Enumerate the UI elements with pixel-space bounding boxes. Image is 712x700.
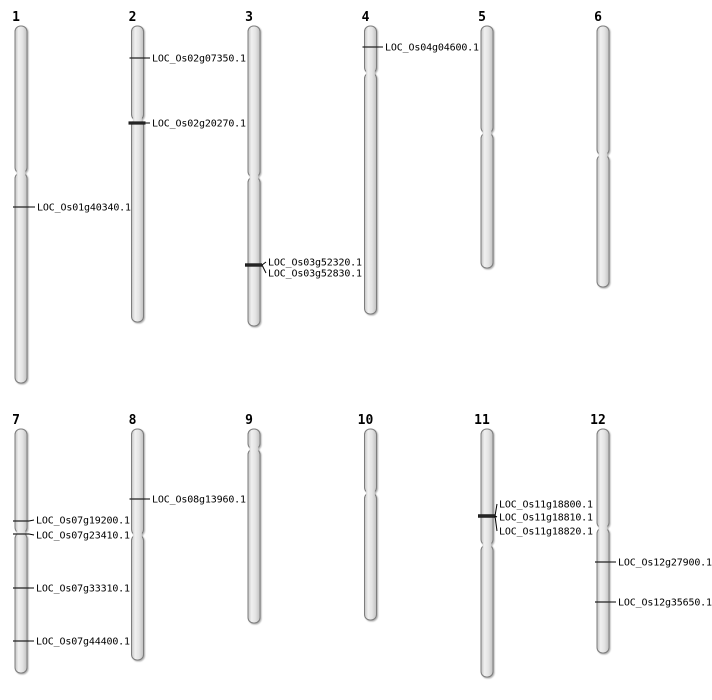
chromosome-10 bbox=[358, 413, 377, 620]
gene-label: LOC_Os11g18820.1 bbox=[499, 526, 593, 538]
chromosome-number: 3 bbox=[245, 10, 253, 25]
p-arm bbox=[597, 26, 609, 155]
gene-label: LOC_Os12g35650.1 bbox=[618, 597, 712, 609]
q-arm bbox=[365, 493, 377, 620]
gene-label: LOC_Os03g52320.1 bbox=[268, 257, 362, 269]
q-arm bbox=[15, 533, 27, 673]
gene-label: LOC_Os08g13960.1 bbox=[152, 494, 246, 506]
q-arm bbox=[132, 120, 144, 322]
q-arm bbox=[132, 535, 144, 660]
gene-label: LOC_Os02g07350.1 bbox=[152, 53, 246, 65]
chromosome-7 bbox=[12, 413, 130, 673]
p-arm bbox=[597, 429, 609, 528]
chromosome-number: 6 bbox=[594, 10, 602, 25]
gene-label: LOC_Os02g20270.1 bbox=[152, 118, 246, 130]
gene-label: LOC_Os07g33310.1 bbox=[36, 583, 130, 595]
gene-label: LOC_Os04g04600.1 bbox=[385, 42, 479, 54]
chromosome-4 bbox=[362, 10, 479, 314]
gene-connector bbox=[262, 265, 266, 273]
centromere-notch bbox=[17, 529, 26, 537]
p-arm bbox=[481, 26, 493, 133]
chromosome-9 bbox=[245, 413, 260, 623]
gene-label: LOC_Os07g44400.1 bbox=[36, 636, 130, 648]
q-arm bbox=[597, 528, 609, 653]
gene-label: LOC_Os03g52830.1 bbox=[268, 268, 362, 280]
centromere-notch bbox=[366, 489, 375, 497]
chromosome-12 bbox=[590, 413, 712, 653]
gene-label: LOC_Os07g19200.1 bbox=[36, 515, 130, 527]
chromosome-3 bbox=[245, 10, 362, 326]
gene-connector bbox=[29, 520, 34, 521]
centromere-notch bbox=[483, 541, 492, 549]
chromosome-bar bbox=[365, 26, 377, 314]
p-arm bbox=[248, 26, 260, 177]
chromosome-number: 8 bbox=[128, 413, 137, 428]
centromere-notch bbox=[133, 531, 142, 539]
q-arm bbox=[481, 545, 493, 677]
gene-label: LOC_Os12g27900.1 bbox=[618, 557, 712, 569]
centromere-notch bbox=[599, 524, 608, 532]
chromosome-2 bbox=[129, 10, 247, 322]
chromosome-number: 10 bbox=[357, 413, 374, 428]
gene-connector bbox=[495, 504, 497, 516]
chromosome-bar bbox=[132, 429, 144, 660]
p-arm bbox=[132, 429, 144, 535]
chromosome-number: 1 bbox=[12, 10, 20, 25]
chromosome-5 bbox=[478, 10, 493, 268]
centromere-notch bbox=[483, 129, 492, 137]
chromosome-number: 2 bbox=[128, 10, 137, 25]
q-arm bbox=[15, 173, 27, 383]
gene-label: LOC_Os11g18800.1 bbox=[499, 499, 593, 511]
chromosome-bar bbox=[481, 26, 493, 268]
gene-label: LOC_Os11g18810.1 bbox=[499, 512, 593, 524]
gene-connector bbox=[29, 534, 34, 535]
q-arm bbox=[365, 73, 377, 314]
p-arm bbox=[15, 26, 27, 173]
chromosome-1 bbox=[12, 10, 131, 383]
chromosome-11 bbox=[474, 413, 593, 677]
gene-connector bbox=[495, 516, 497, 531]
chromosome-bar bbox=[481, 429, 493, 677]
p-arm bbox=[481, 429, 493, 545]
centromere-notch bbox=[17, 169, 26, 177]
chromosome-number: 11 bbox=[474, 413, 490, 428]
centromere-notch bbox=[250, 173, 259, 181]
chromosome-8 bbox=[129, 413, 246, 660]
chromosome-number: 9 bbox=[245, 413, 253, 428]
chromosome-bar bbox=[132, 26, 144, 322]
chromosome-bar bbox=[15, 429, 27, 673]
chromosome-bar bbox=[597, 26, 609, 287]
chromosome-number: 5 bbox=[478, 10, 486, 25]
chromosome-6 bbox=[594, 10, 609, 287]
q-arm bbox=[481, 133, 493, 268]
p-arm bbox=[132, 26, 144, 120]
chromosome-bar bbox=[365, 429, 377, 620]
p-arm bbox=[15, 429, 27, 533]
chromosome-number: 12 bbox=[590, 413, 606, 428]
chromosome-bar bbox=[15, 26, 27, 383]
gene-connector bbox=[262, 262, 266, 265]
centromere-notch bbox=[250, 445, 259, 453]
chromosome-number: 7 bbox=[12, 413, 20, 428]
gene-label: LOC_Os01g40340.1 bbox=[37, 202, 131, 214]
chromosome-bar bbox=[248, 26, 260, 326]
q-arm bbox=[248, 177, 260, 326]
p-arm bbox=[365, 26, 377, 73]
p-arm bbox=[365, 429, 377, 493]
centromere-notch bbox=[366, 69, 375, 77]
chromosome-bar bbox=[597, 429, 609, 653]
centromere-notch bbox=[599, 151, 608, 159]
gene-label: LOC_Os07g23410.1 bbox=[36, 530, 130, 542]
q-arm bbox=[597, 155, 609, 287]
chromosome-number: 4 bbox=[361, 10, 370, 25]
chromosome-bar bbox=[248, 429, 260, 623]
q-arm bbox=[248, 449, 260, 623]
